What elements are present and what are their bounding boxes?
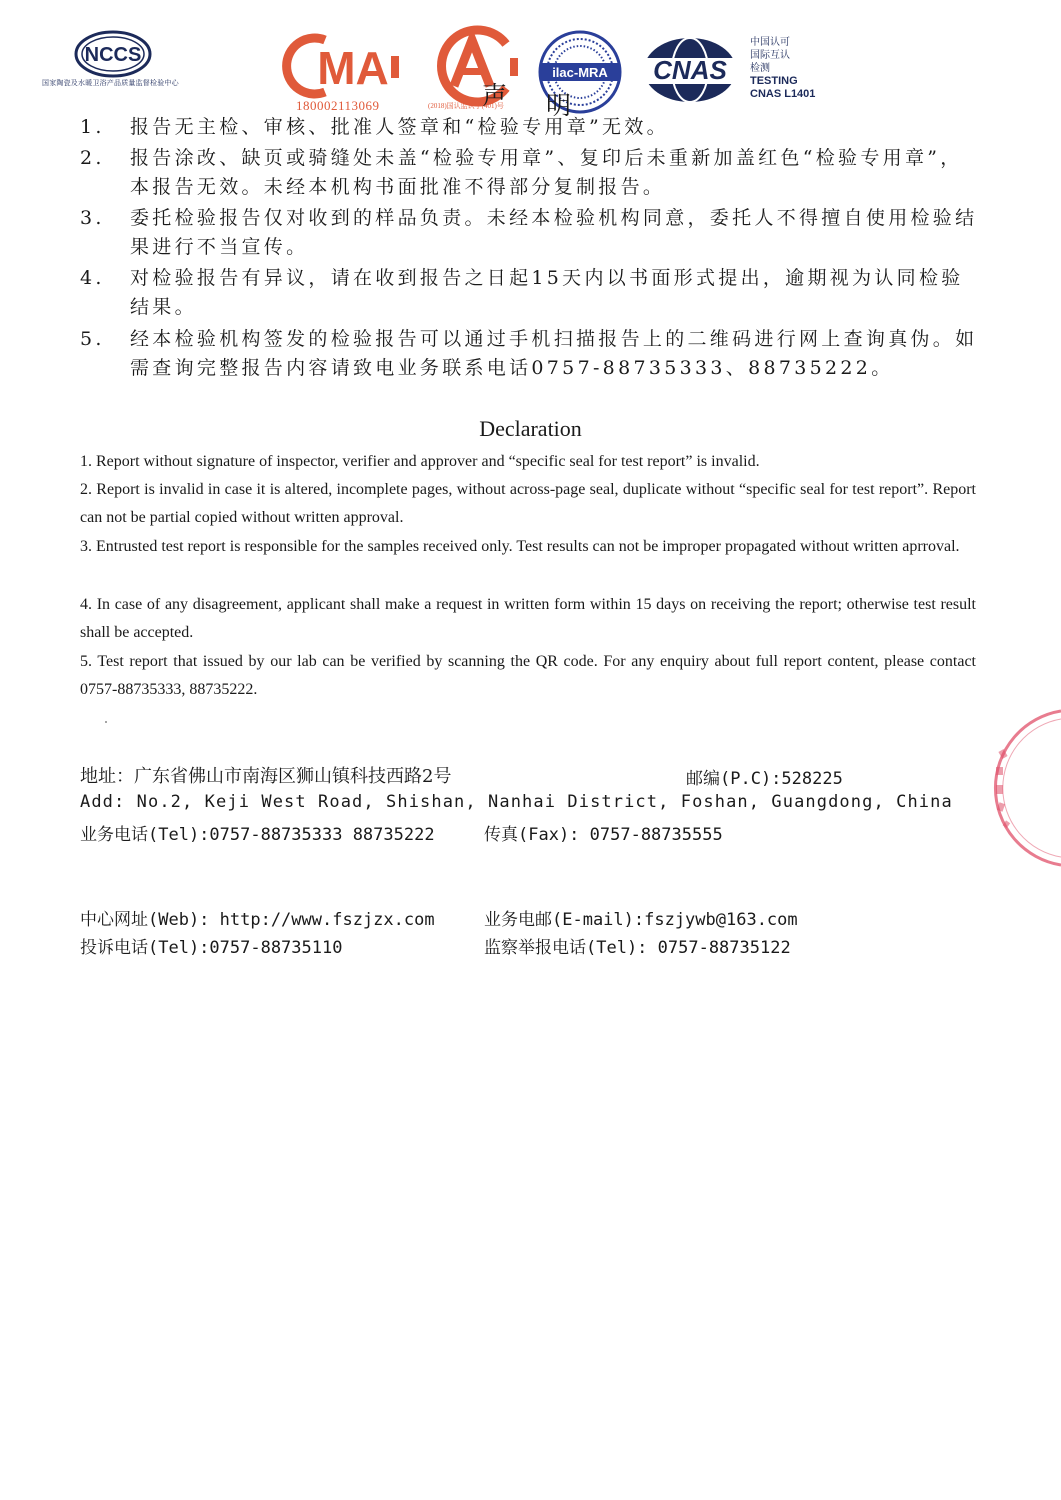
- business-tel: 业务电话(Tel):0757-88735333 88735222: [80, 825, 435, 845]
- list-item-number: 1.: [80, 116, 105, 138]
- address-cn: 地址：广东省佛山市南海区狮山镇科技西路2号: [80, 766, 452, 787]
- list-item-text: 经本检验机构签发的检验报告可以通过手机扫描报告上的二维码进行网上查询真伪。如需查询完整报告内容请致电业务联系电话0757-88735333、88735222。: [130, 328, 978, 379]
- postcode: 邮编(P.C):528225: [686, 769, 843, 789]
- red-seal-stamp-icon: [960, 705, 1061, 870]
- ncss-caption: 国家陶瓷及水暖卫浴产品质量监督检验中心: [42, 79, 179, 87]
- cnas-cn-line: 国际互认: [750, 50, 790, 61]
- svg-text:ilac-MRA: ilac-MRA: [552, 65, 608, 80]
- svg-text:CNAS: CNAS: [653, 55, 727, 85]
- email: 业务电邮(E-mail):fszjywb@163.com: [484, 910, 798, 930]
- list-item: 2. Report is invalid in case it is altered, incomplete pages, without across-page seal, duplicate without “specific seal for test report”. Report can not be partial copied without written approval.: [80, 481, 976, 526]
- list-item-number: 3.: [80, 207, 105, 229]
- list-item-text: 委托检验报告仅对收到的样品负责。未经本检验机构同意，委托人不得擅自使用检验结果进行不当宣传。: [130, 207, 978, 258]
- declaration-title: Declaration: [479, 416, 582, 441]
- list-item-number: 4.: [80, 267, 105, 289]
- list-item: 5. Test report that issued by our lab can be verified by scanning the QR code. For any enquiry about full report content, please contact 0757-88735333, 88735222.: [80, 653, 976, 698]
- list-item: 3. Entrusted test report is responsible for the samples received only. Test results can not be improper propagated without written aprroval.: [80, 538, 960, 555]
- cnas-info: [750, 36, 815, 101]
- scan-speck: [105, 721, 107, 723]
- cnas-cn-line: 中国认可: [750, 37, 790, 48]
- supervision-tel: 监察举报电话(Tel): 0757-88735122: [484, 938, 791, 958]
- list-item: 4. In case of any disagreement, applicant shall make a request in written form within 15 days on receiving the report; otherwise test result shall be accepted.: [80, 596, 976, 641]
- list-item-number: 5.: [80, 328, 105, 350]
- list-item-text: 报告涂改、缺页或骑缝处未盖“检验专用章”、复印后未重新加盖红色“检验专用章”，本报告无效。未经本机构书面批准不得部分复制报告。: [130, 147, 963, 198]
- list-item-text: 报告无主检、审核、批准人签章和“检验专用章”无效。: [130, 116, 669, 138]
- address-en: Add: No.2, Keji West Road, Shishan, Nanhai District, Foshan, Guangdong, China: [80, 792, 953, 812]
- website: 中心网址(Web): http://www.fszjzx.com: [80, 910, 435, 930]
- cnas-testing: TESTING: [750, 75, 798, 87]
- cma-number: 180002113069: [296, 98, 380, 113]
- list-item-number: 2.: [80, 147, 105, 169]
- complaint-tel: 投诉电话(Tel):0757-88735110: [80, 938, 343, 958]
- cma-logo-icon: [283, 34, 403, 98]
- page-title-char: 声: [482, 81, 510, 110]
- cnas-cn-line: 检测: [750, 63, 770, 74]
- svg-text:MA: MA: [317, 42, 389, 94]
- page-title-char: 明: [546, 91, 574, 120]
- cal-caption: (2018)国认监认字(401)号: [428, 102, 504, 110]
- list-item: 1. Report without signature of inspector, verifier and approver and “specific seal for test report” is invalid.: [80, 453, 760, 470]
- cnas-code: CNAS L1401: [750, 88, 816, 100]
- ncss-logo-icon: [74, 30, 152, 78]
- svg-text:NCCS: NCCS: [84, 44, 142, 66]
- list-item-text: 对检验报告有异议，请在收到报告之日起15天内以书面形式提出，逾期视为认同检验结果。: [130, 267, 964, 318]
- cnas-logo-icon: [640, 34, 740, 104]
- fax: 传真(Fax): 0757-88735555: [484, 825, 723, 845]
